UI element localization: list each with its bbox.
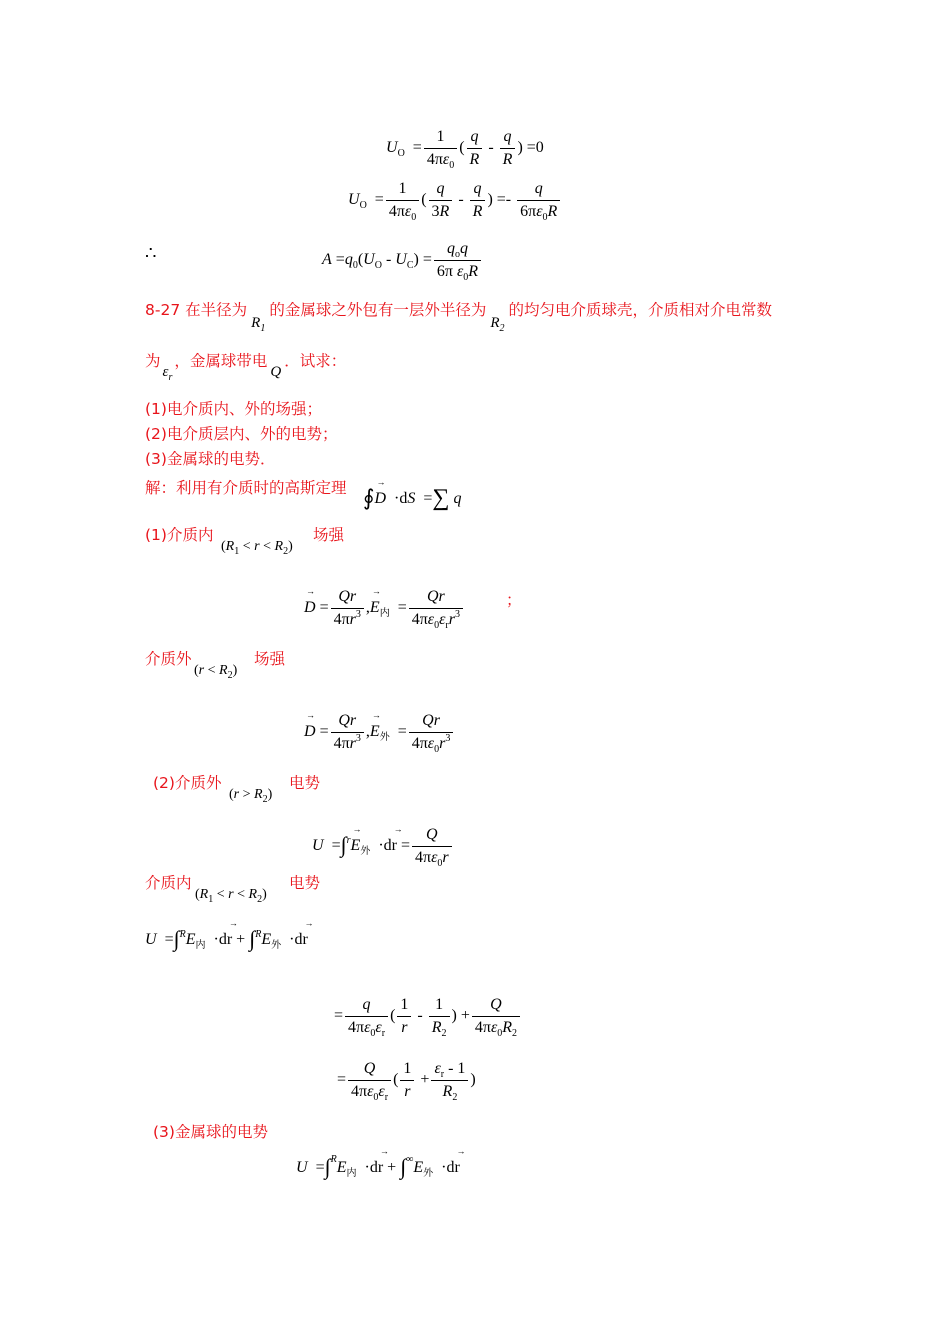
range-inside-2: $(R_1 < r < R_2)$	[195, 887, 267, 905]
part1-outside-label: 介质外	[145, 650, 192, 668]
range-outside-1: $(r < R_2)$	[194, 663, 238, 681]
field-strength-label-2: 场强	[254, 650, 286, 668]
range-outside-2: $(r > R_2)$	[229, 787, 273, 805]
equation-u-inside-step2: = $\frac{Q}{4\pi\varepsilon_0\varepsilon_r}$ ( $\frac{1}{r}$ + $\frac{\varepsilon_r - 1}{R_2}$ )	[337, 1060, 476, 1103]
solution-intro: 解：利用有介质时的高斯定理	[145, 479, 347, 497]
field-strength-label-1: 场强	[313, 526, 345, 544]
problem-line-1: 8-27 在半径为$R_1$的金属球之外包有一层外半径为$R_2$的均匀电介质球壳，介质相对介电常数	[145, 301, 773, 334]
equation-d-outside: → D = $\frac{Qr}{4\pi r^3}$ ,→ $E_外$ = $\frac{Qr}{4\pi\varepsilon_0r^3}$	[304, 712, 455, 752]
equation-u-sphere: $U =\int^RE_内 \cdot d\to r + \int^\infty E_外 \cdot d\to r$	[296, 1154, 460, 1176]
potential-label-2: 电势	[289, 874, 321, 892]
equation-uo-value: $U_O$ = $\frac{1}{4\pi\varepsilon_0}$ ( $\frac{q}{3R}$ - $\frac{q}{R}$ ) =- $\frac{q}{6\pi\varepsilon_0R}$	[348, 180, 562, 220]
equation-uo-zero: $U_O$ = $\frac{1}{4\pi\varepsilon_0}$ ( $\frac{q}{R}$ - $\frac{q}{R}$ ) =0	[386, 128, 544, 171]
equation-d-inside: → D = $\frac{Qr}{4\pi r^3}$ ,→ $E_内$ = $\frac{Qr}{4\pi\varepsilon_0\varepsilon_rr^3}$	[304, 588, 465, 628]
equation-gauss: ∮→ D ·dS =∑ q	[363, 484, 462, 508]
part2-outside-label: (2)介质外	[153, 774, 222, 792]
therefore-symbol: ∴	[145, 243, 157, 263]
question-2: (2)电介质层内、外的电势；	[145, 425, 338, 443]
potential-label-1: 电势	[289, 774, 321, 792]
range-inside-1: $(R_1 < r < R_2)$	[221, 539, 293, 557]
question-3: (3)金属球的电势．	[145, 450, 276, 468]
semicolon: ；	[506, 591, 522, 609]
problem-line-2: 为$\varepsilon_r$，金属球带电Q．试求：	[145, 352, 347, 383]
question-1: (1)电介质内、外的场强；	[145, 400, 322, 418]
part3-label: (3)金属球的电势	[153, 1123, 268, 1141]
part2-inside-label: 介质内	[145, 874, 192, 892]
equation-u-outside: $U =\int^r\to E_外 \cdot d\to r$ = $\frac{Q}{4\pi\varepsilon_0r}$	[312, 826, 454, 866]
equation-u-inside-integral: $U =\int^RE_内 \cdot d\to r + \int^RE_外 \cdot d\to r$	[145, 926, 308, 948]
equation-work: $A =q_0(U_O - U_C)$ = $\frac{q_oq}{6\pi \varepsilon_0R}$	[322, 240, 483, 280]
part1-inside-label: (1)介质内	[145, 526, 214, 544]
problem-number: 8-27	[145, 301, 181, 319]
equation-u-inside-step1: = $\frac{q}{4\pi\varepsilon_0\varepsilon_r}$ ( $\frac{1}{r}$ - $\frac{1}{R_2}$ ) + $\frac{Q}{4\pi\varepsilon_0R_2}$	[334, 996, 522, 1036]
